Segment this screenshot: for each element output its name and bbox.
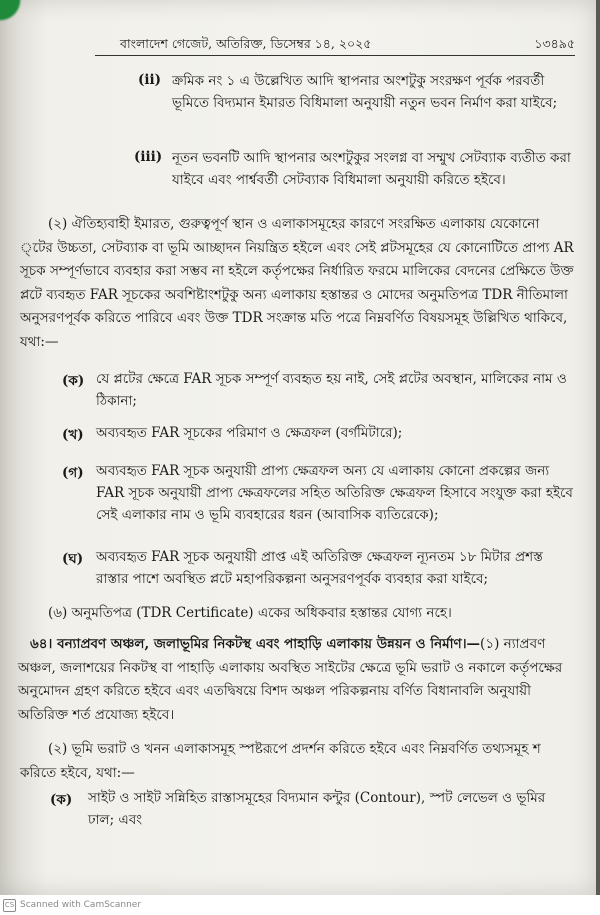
item-label-ga: (গ) — [62, 465, 84, 481]
section-64 — [18, 633, 575, 727]
item-label-kha: (খ) — [62, 427, 84, 443]
section-64-body: (১) ন্যাপ্রবণ অঞ্চল, জলাশয়ের নিকটস্থ বা পাহাড়ি এলাকায় অবস্থিত সাইটের ক্ষেত্রে ভূমি ভরাট ও নকালে কর্তৃপক্ষের অনুমোদন গ্রহণ করিতে হইবে এবং এতদ্বিষয়ে বিশদ অঞ্চল পরিকল্পনায় বর্ণিত বিধানাবলি অনুযায়ী অতিরিক্ত শর্ত প্রযোজ্য হইবে। — [18, 636, 563, 723]
item-ga: অব্যবহৃত FAR সূচক অনুযায়ী প্রাপ্য ক্ষেত্রফল অন্য যে এলাকায় কোনো প্রকল্পের জন্য FAR সূচক অনুযায়ী প্রাপ্য ক্ষেত্রফলের সহিত অতিরিক্ত ক্ষেত্রফল হিসাবে সংযুক্ত করা হইবে সেই এলাকার নাম ও ভূমি ব্যবহারের ধরন (আবাসিক ব্যতিরেকে); — [96, 463, 573, 523]
page-number: ১৩৪৯৫ — [534, 36, 575, 51]
corner-mark — [0, 0, 22, 22]
camscanner-icon: CS — [3, 899, 16, 912]
scanner-watermark: Scanned with CamScanner — [20, 900, 142, 910]
scanner-footer — [0, 895, 600, 915]
item-ka: যে প্লটের ক্ষেত্রে FAR সূচক সম্পূর্ণ ব্যবহৃত হয় নাই, সেই প্লটের অবস্থান, মালিকের নাম ও ঠিকানা; — [96, 371, 567, 409]
item-label-ka-bottom: (ক) — [50, 792, 73, 808]
item-label-ii: (ii) — [138, 72, 162, 88]
item-label-ka: (ক) — [62, 373, 85, 389]
item-kha: অব্যবহৃত FAR সূচকের পরিমাণ ও ক্ষেত্রফল (বর্গমিটারে); — [96, 425, 403, 441]
header-rule — [95, 55, 575, 56]
item-label-gha: (ঘ) — [62, 551, 84, 567]
item-iii: নূতন ভবনটি আদি স্থাপনার অংশটুকুর সংলগ্ন বা সম্মুখ সেটব্যাক ব্যতীত করা যাইবে এবং পার্শ্ববর্তী সেটব্যাক বিধিমালা অনুযায়ী করিতে হইবে। — [172, 150, 571, 188]
paragraph-2b: (২) ভূমি ভরাট ও খনন এলাকাসমূহ স্পষ্টরূপে প্রদর্শন করিতে হইবে এবং নিম্নবর্ণিত তথ্যসমূহ শ করিতে হইবে, যথা:— — [20, 741, 541, 781]
paragraph-2: (২) ঐতিহ্যবাহী ইমারত, গুরুত্বপূর্ণ স্থান ও এলাকাসমূহের কারণে সংরক্ষিত এলাকায় যেকোনো ্টের উচ্চতা, সেটব্যাক বা ভূমি আচ্ছাদন নিয়ন্ত্রিত হইলে এবং সেই প্লটসমূহের যে কোনোটিতে প্রাপ্য AR সূচক সম্পূর্ণভাবে ব্যবহার করা সম্ভব না হইলে কর্তৃপক্ষের নির্ধারিত ফরমে মালিকের বেদনের প্রেক্ষিতে উক্ত প্লটে ব্যবহৃত FAR সূচকের অবশিষ্টাংশটুকু অন্য এলাকায় হস্তান্তর ও মোদের অনুমতিপত্র TDR নীতিমালা অনুসরণপূর্বক করিতে পারিবে এবং উক্ত TDR সংক্রান্ত মতি পত্রে নিম্নবর্ণিত বিষয়সমূহ উল্লিখিত থাকিবে, যথা:— — [20, 216, 574, 350]
item-gha: অব্যবহৃত FAR সূচক অনুযায়ী প্রাপ্ত এই অতিরিক্ত ক্ষেত্রফল ন্যূনতম ১৮ মিটার প্রশস্ত রাস্তার পাশে অবস্থিত প্লটে মহাপরিকল্পনা অনুসরণপূর্বক ব্যবহার করা যাইবে; — [96, 549, 543, 587]
page-header — [120, 36, 575, 56]
gazette-title: বাংলাদেশ গেজেট, অতিরিক্ত, ডিসেম্বর ১৪, ২০২৫ — [120, 36, 372, 51]
item-label-iii: (iii) — [134, 149, 163, 165]
paragraph-6: (৬) অনুমতিপত্র (TDR Certificate) একের অধিকবার হস্তান্তর যোগ্য নহে। — [48, 605, 452, 621]
section-64-heading: ৬৪। বন্যাপ্রবণ অঞ্চল, জলাভূমির নিকটস্থ এবং পাহাড়ি এলাকায় উন্নয়ন ও নির্মাণ।— — [30, 636, 481, 652]
item-ii: ক্রমিক নং ১ এ উল্লেখিত আদি স্থাপনার অংশটুকু সংরক্ষণ পূর্বক পরবর্তী ভূমিতে বিদ্যমান ইমারত বিধিমালা অনুযায়ী নতুন ভবন নির্মাণ করা যাইবে; — [172, 73, 558, 111]
item-ka-bottom: সাইট ও সাইট সন্নিহিত রাস্তাসমূহের বিদ্যমান কন্টুর (Contour), স্পট লেভেল ও ভূমির ঢাল; এবং — [88, 790, 546, 828]
